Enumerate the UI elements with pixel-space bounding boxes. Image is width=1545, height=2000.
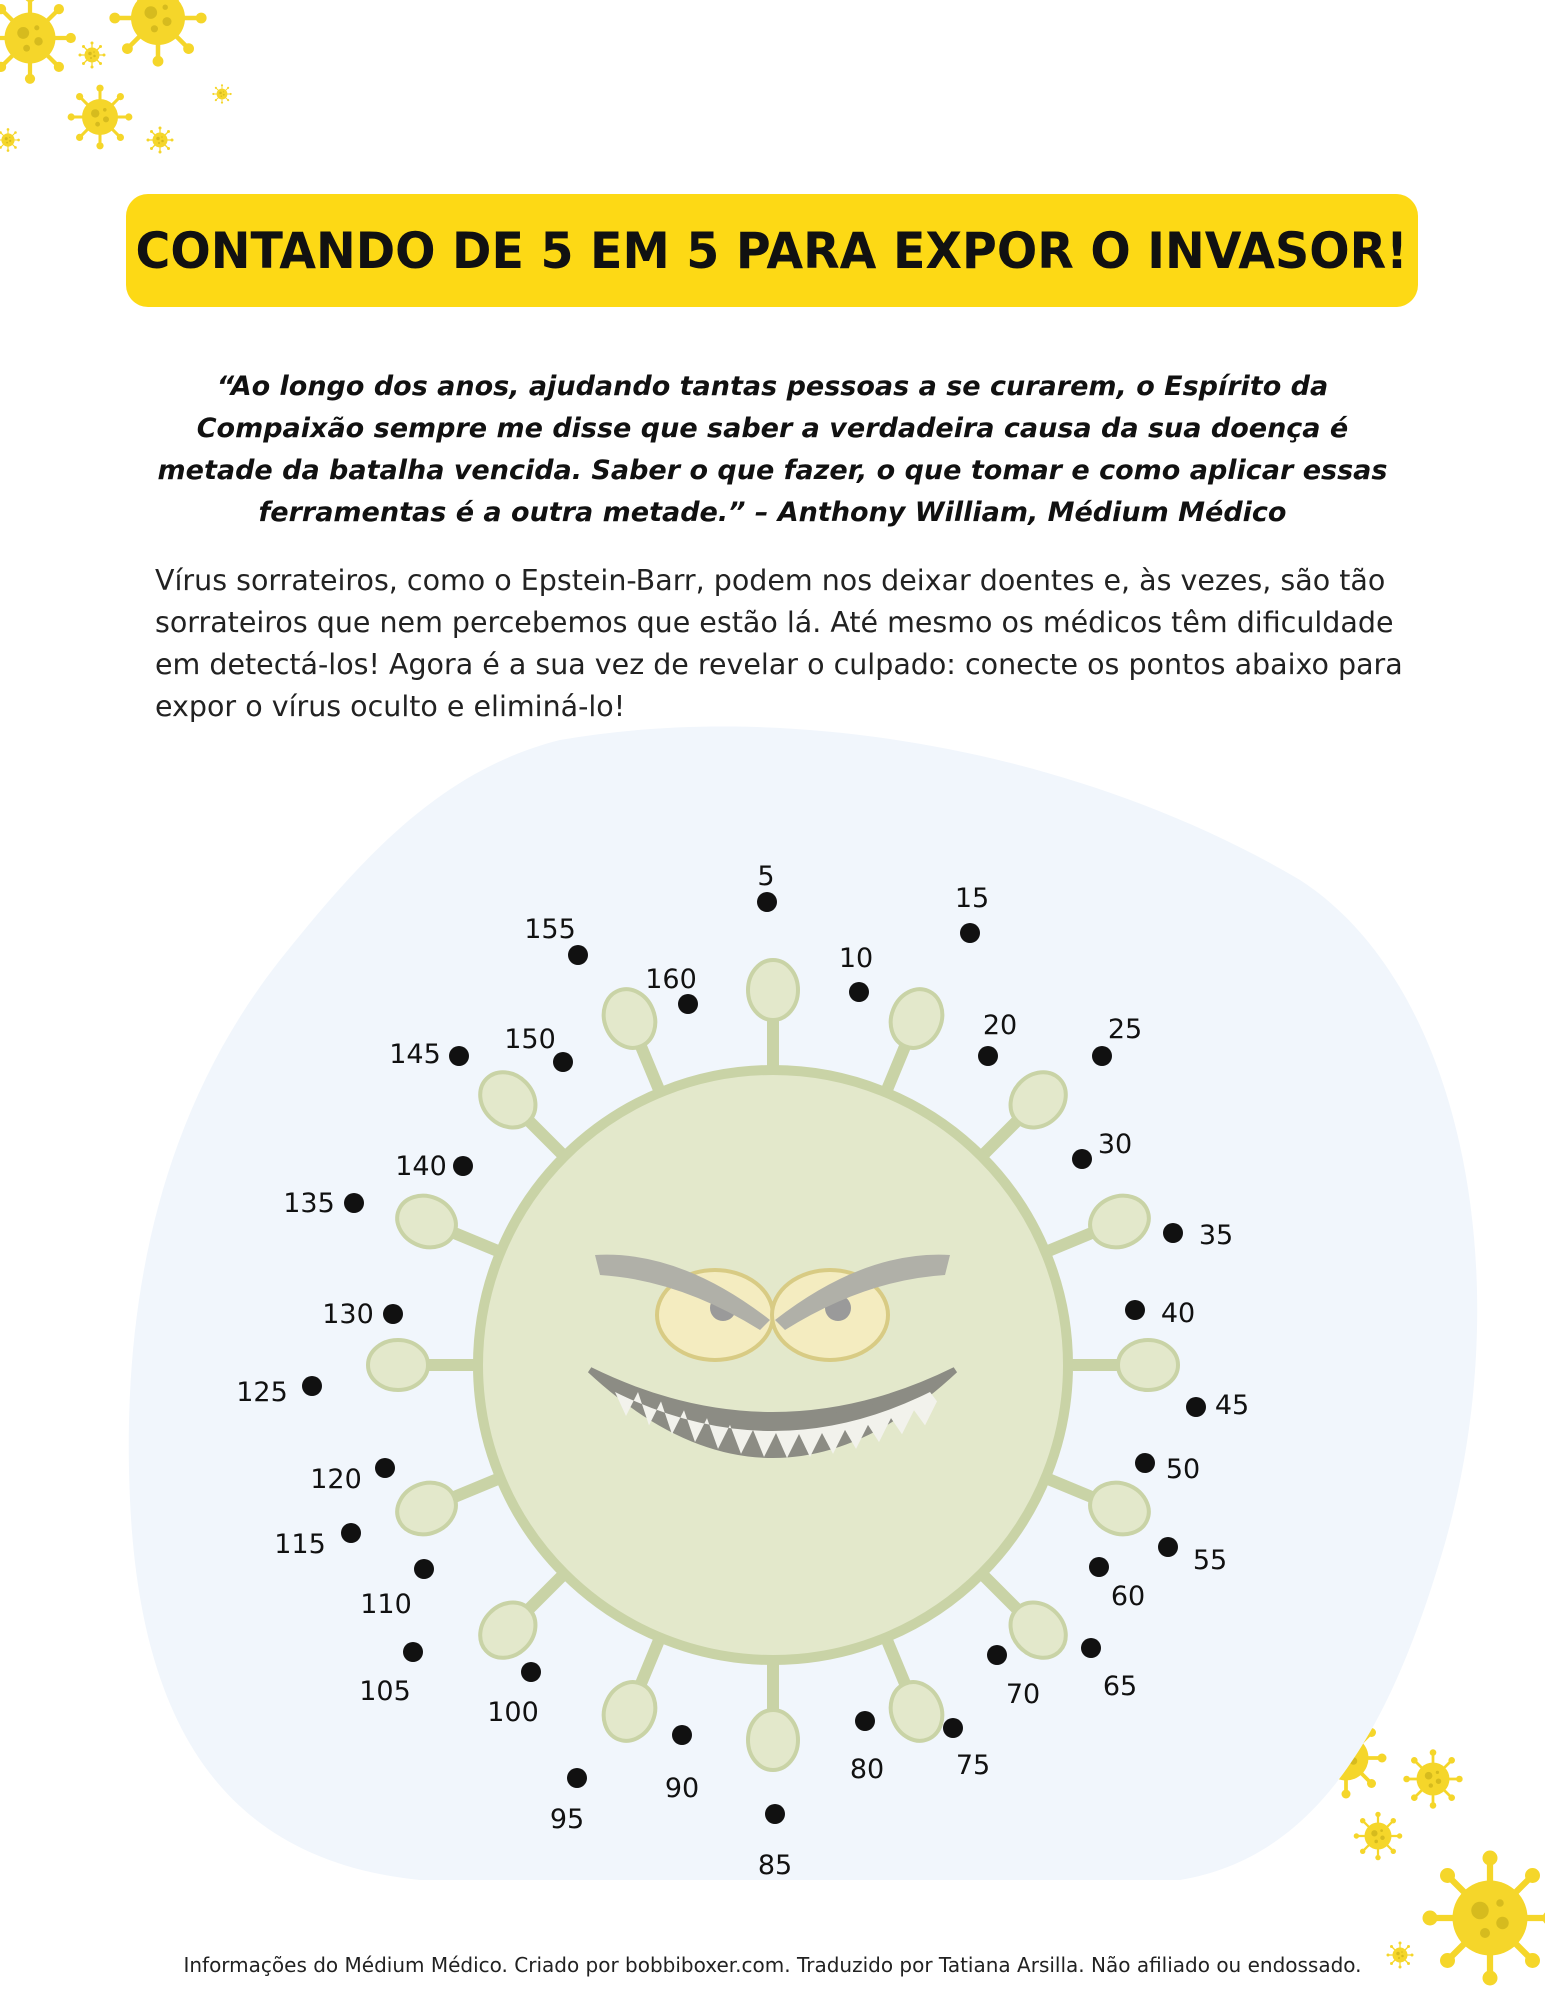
dot-label-150: 150 [504,1024,556,1055]
dot-5[interactable] [757,892,777,912]
quote-text: “Ao longo dos anos, ajudando tantas pessoas a se curarem, o Espírito da Compaixão sempre me disse que saber a verdadeira causa da sua doença é metade da batalha vencida. Saber o que fazer, o que tomar e como aplicar essas ferramentas é a outra metade.” – Anthony William, Médium Médico [157,371,1388,528]
page-title: CONTANDO DE 5 EM 5 PARA EXPOR O INVASOR! [135,221,1409,280]
dot-50[interactable] [1135,1453,1155,1473]
dot-label-40: 40 [1160,1298,1196,1329]
dot-label-90: 90 [664,1773,700,1804]
dot-135[interactable] [344,1193,364,1213]
dot-120[interactable] [375,1458,395,1478]
dot-label-85: 85 [757,1850,793,1881]
dot-label-20: 20 [982,1010,1018,1041]
dot-label-140: 140 [395,1151,447,1182]
dot-30[interactable] [1072,1149,1092,1169]
dot-150[interactable] [553,1052,573,1072]
dot-65[interactable] [1081,1638,1101,1658]
dot-55[interactable] [1158,1537,1178,1557]
dot-80[interactable] [855,1711,875,1731]
dot-10[interactable] [849,982,869,1002]
footer-credits: Informações do Médium Médico. Criado por bobbiboxer.com. Traduzido por Tatiana Arsilla. Não afiliado ou endossado. [183,1953,1362,1977]
intro-paragraph: Vírus sorrateiros, como o Epstein-Barr, podem nos deixar doentes e, às vezes, são tão sorrateiros que nem percebemos que estão lá. Até mesmo os médicos têm dificuldade em detectá-los! Agora é a sua vez de revelar o culpado: conecte os pontos abaixo para expor o vírus oculto e eliminá-lo! [155,564,1403,723]
dot-75[interactable] [943,1718,963,1738]
dot-label-130: 130 [322,1299,374,1330]
dot-label-50: 50 [1165,1454,1201,1485]
dot-label-5: 5 [757,861,775,892]
dot-130[interactable] [383,1304,403,1324]
dot-label-145: 145 [389,1039,441,1070]
virus-body [478,1070,1068,1660]
dot-25[interactable] [1092,1046,1112,1066]
dot-35[interactable] [1163,1223,1183,1243]
dot-110[interactable] [414,1559,434,1579]
dot-105[interactable] [403,1642,423,1662]
dot-85[interactable] [765,1804,785,1824]
virus-spike-tip [748,960,798,1020]
dot-label-125: 125 [236,1377,288,1408]
dot-160[interactable] [678,994,698,1014]
dot-20[interactable] [978,1046,998,1066]
dot-140[interactable] [453,1156,473,1176]
dot-label-135: 135 [283,1188,335,1219]
dot-label-120: 120 [310,1464,362,1495]
dot-label-100: 100 [487,1697,539,1728]
dot-60[interactable] [1089,1557,1109,1577]
virus-spike-tip [1118,1340,1178,1390]
dot-145[interactable] [449,1046,469,1066]
dot-label-70: 70 [1005,1679,1041,1710]
dot-label-110: 110 [360,1589,412,1620]
dot-label-75: 75 [955,1750,991,1781]
dot-label-60: 60 [1110,1581,1146,1612]
dot-label-55: 55 [1192,1545,1228,1576]
dot-15[interactable] [960,923,980,943]
dot-125[interactable] [302,1376,322,1396]
dot-label-30: 30 [1097,1129,1133,1160]
dot-label-25: 25 [1107,1014,1143,1045]
dot-label-95: 95 [549,1804,585,1835]
dot-115[interactable] [341,1523,361,1543]
dot-label-155: 155 [524,914,576,945]
dot-label-65: 65 [1102,1671,1138,1702]
dot-45[interactable] [1186,1397,1206,1417]
virus-spike-tip [368,1340,428,1390]
dot-label-115: 115 [274,1529,326,1560]
dot-label-105: 105 [359,1676,411,1707]
dot-95[interactable] [567,1768,587,1788]
virus-illustration [368,960,1178,1770]
dot-label-10: 10 [838,943,874,974]
dot-label-45: 45 [1214,1390,1250,1421]
virus-spike-tip [748,1710,798,1770]
dot-100[interactable] [521,1662,541,1682]
dot-40[interactable] [1125,1300,1145,1320]
dot-155[interactable] [568,945,588,965]
dot-label-35: 35 [1198,1220,1234,1251]
dot-label-80: 80 [849,1754,885,1785]
dot-90[interactable] [672,1725,692,1745]
dot-label-15: 15 [954,883,990,914]
dot-70[interactable] [987,1645,1007,1665]
dot-label-160: 160 [645,964,697,995]
